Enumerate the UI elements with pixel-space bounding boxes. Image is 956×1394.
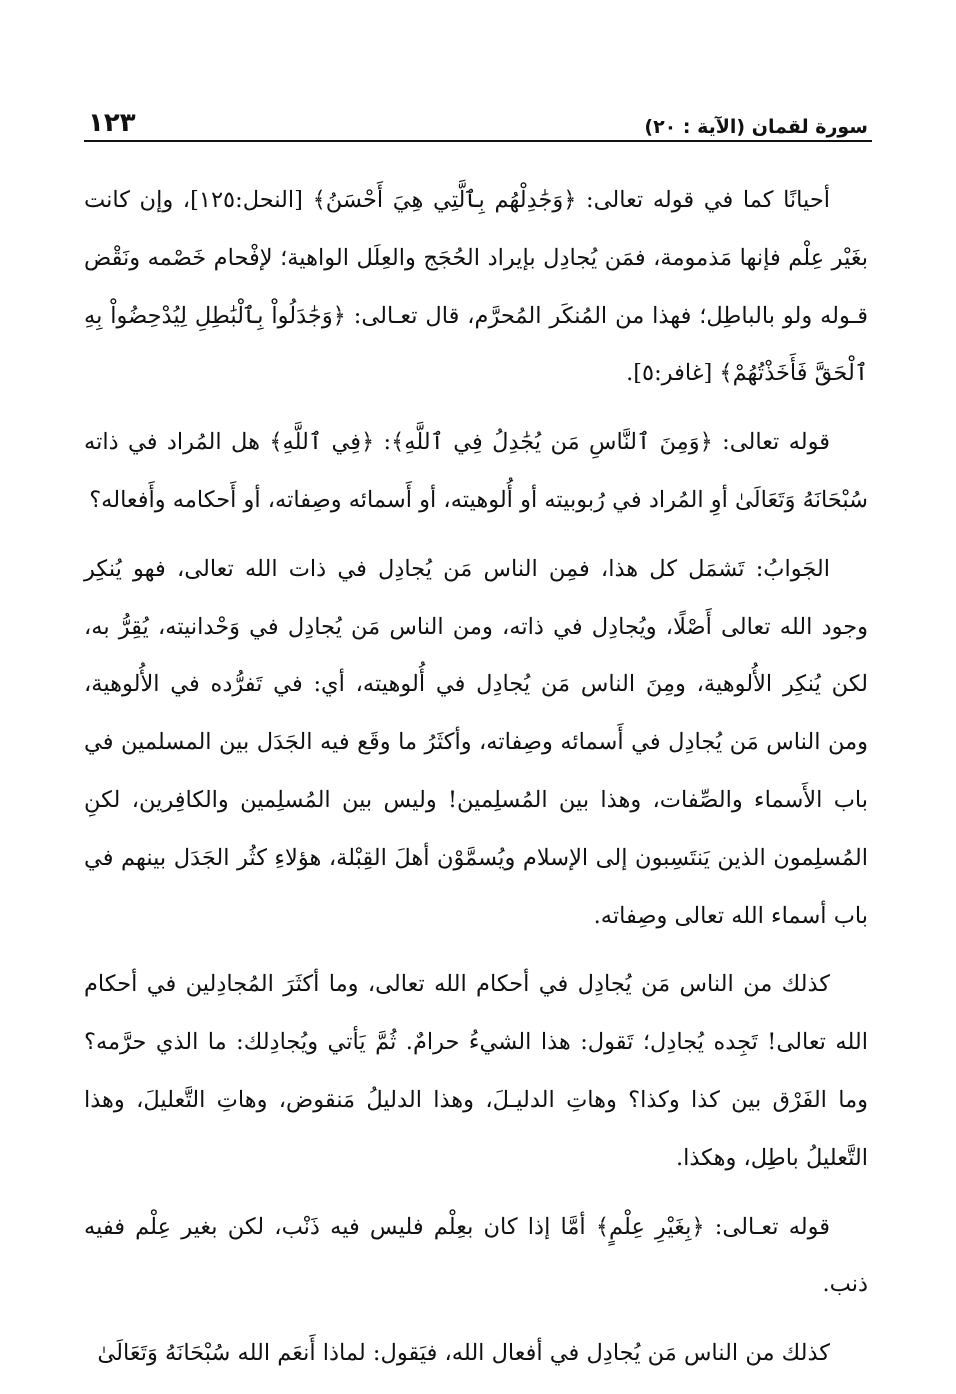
surah-title: سورة لقمان (الآية : ٢٠) bbox=[644, 116, 868, 138]
paragraph: قوله تعـالى: ﴿بِغَيْرِ عِلْمٍ﴾ أمَّا إذا كان بعِلْم فليس فيه ذَنْب، لكن بغير عِلْم ففيه ذنب. bbox=[84, 1213, 868, 1298]
page-number: ١٢٣ bbox=[88, 108, 136, 138]
paragraph: قوله تعالى: ﴿وَمِنَ ٱلنَّاسِ مَن يُجَٰدِلُ فِي ٱللَّهِ﴾: ﴿فِي ٱللَّهِ﴾ هل المُراد في ذاته سُبْحَانَهُ وَتَعَالَىٰ أوِ المُراد في رُبوبيته أو أُلوهيته، أو أَسمائه وصِفاته، أو أَحكامه وأَفعاله؟ bbox=[84, 429, 868, 513]
paragraph: كذلك من الناس مَن يُجادِل في أفعال الله، فيَقول: لماذا أَنعَم الله سُبْحَانَهُ وَتَعَالَىٰ bbox=[97, 1340, 830, 1367]
page-header bbox=[88, 98, 868, 138]
paragraph: كذلك من الناس مَن يُجادِل في أحكام الله تعالى، وما أكثَرَ المُجادِلين في أحكام الله تعالى! تَجِده يُجادِل؛ تَقول: هذا الشيءُ حرامٌ. ثُمَّ يَأتي ويُجادِلك: ما الذي حرَّمه؟ وما الفَرْق بين كذا وكذا؟ وهاتِ الدليـلَ، وهذا الدليلُ مَنقوض، وهاتِ التَّعليلَ، وهذا التَّعليلُ باطِل، وهكذا. bbox=[84, 971, 868, 1171]
paragraph: أحيانًا كما في قوله تعالى: ﴿وَجَٰدِلْهُم بِٱلَّتِي هِيَ أَحْسَنُ﴾ [النحل:١٢٥]، وإن كانت بغَيْر عِلْم فإنها مَذمومة، فمَن يُجادِل بإيراد الحُجَج والعِلَل الواهية؛ لإفْحام خَصْمه ونَقْض قـوله ولو بالباطِل؛ فهذا من المُنكَر المُحرَّم، قال تعـالى: ﴿وَجَٰدَلُواْ بِٱلْبَٰطِلِ لِيُدْحِضُواْ بِهِ ٱلْحَقَّ فَأَخَذْتُهُمْ﴾ [غافر:٥]. bbox=[84, 187, 868, 387]
page-body bbox=[84, 172, 868, 1394]
paragraph: الجَوابُ: تَشمَل كل هذا، فمِن الناس مَن يُجادِل في ذات الله تعالى، فهو يُنكِر وجود الله تعالى أَصْلًا، ويُجادِل في ذاته، ومن الناس مَن يُجادِل في وَحْدانيته، يُقِرُّ به، لكن يُنكِر الأُلوهية، ومِنَ الناس مَن يُجادِل في أُلوهيته، أي: في تَفرُّده في الأُلوهية، ومن الناس مَن يُجادِل في أَسمائه وصِفاته، وأكثَرُ ما وقَع فيه الجَدَل بين المسلمين في باب الأَسماء والصِّفات، وهذا بين المُسلِمين! وليس بين المُسلِمين والكافِرين، لكنِ المُسلِمون الذين يَنتَسِبون إلى الإسلام ويُسمَّوْن أهلَ القِبْلة، هؤلاءِ كثُر الجَدَل بينهم في باب أسماء الله تعالى وصِفاته. bbox=[84, 555, 868, 929]
header-divider bbox=[84, 140, 872, 142]
